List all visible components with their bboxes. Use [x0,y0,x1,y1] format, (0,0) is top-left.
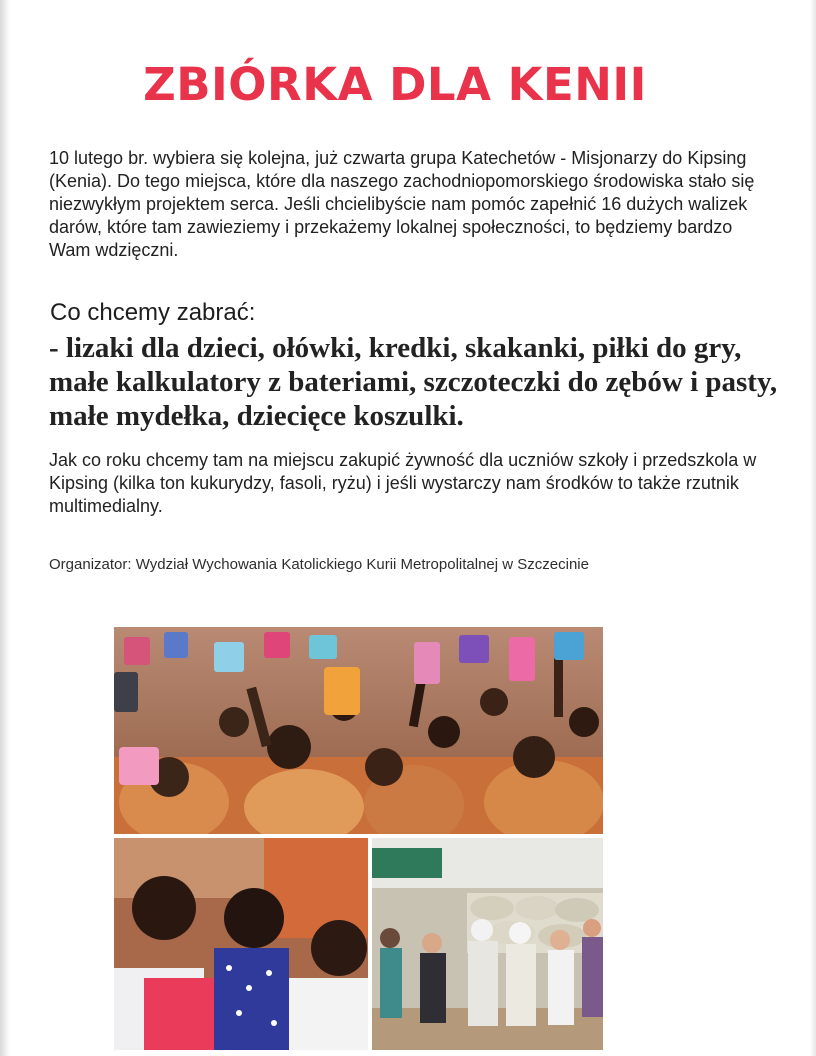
intro-paragraph: 10 lutego br. wybiera się kolejna, już czwarta grupa Katechetów - Misjonarzy do Kipsing (Kenia). Do tego miejsca, które dla naszego zachodniopomorskiego środowiska stało się niezwykłym projektem serca. Jeśli chcielibyście nam pomóc zapełnić 16 dużych walizek darów, które tam zawieziemy i przekażemy lokalnej społeczności, to będziemy bardzo Wam wdzięczni. [49,148,755,260]
items-list: - lizaki dla dzieci, ołówki, kredki, skakanki, piłki do gry, małe kalkulatory z bateriami, szczoteczki do zębów i pasty, małe mydełka, dziecięce koszulki. [49,332,778,432]
scan-edge-left [0,0,10,1056]
scan-edge-right [810,0,816,1056]
photo-children-closeup [114,838,368,1050]
photo-children-with-gifts [114,627,603,834]
organizer-line: Organizator: Wydział Wychowania Katolickiego Kurii Metropolitalnej w Szczecinie [49,556,589,573]
plans-paragraph: Jak co roku chcemy tam na miejscu zakupić żywność dla uczniów szkoły i przedszkola w Kipsing (kilka ton kukurydzy, fasoli, ryżu) i jeśli wystarczy nam środków to także rzutnik multimedialny. [49,450,757,516]
page-title: ZBIÓRKA DLA KENII [143,58,647,111]
photo-group-food-sacks [372,838,603,1050]
items-subheading: Co chcemy zabrać: [50,299,256,326]
